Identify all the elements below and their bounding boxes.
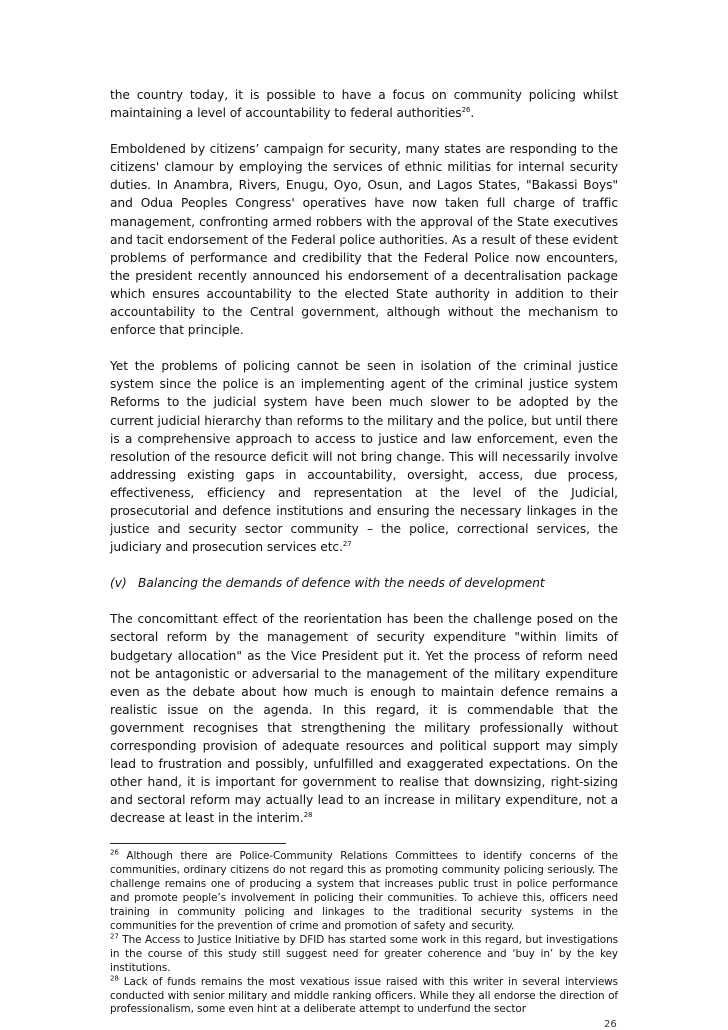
footnote-27 <box>110 934 618 976</box>
paragraph-security-expenditure: The concomittant effect of the reorientation has been the challenge posed on the sectoral reform by the management of security expenditure "within limits of budgetary allocation" as the Vice President put it. Yet the process of reform need not be antagonistic or adversarial to the management of the military expenditure even as the debate about how much is enough to maintain defence remains a realistic issue on the agenda. In this regard, it is commendable that the government recognises that strengthening the military professionally without corresponding provision of adequate resources and political support may simply lead to frustration and possibly, unfulfilled and exaggerated expectations. On the other hand, it is important for government to realise that downsizing, right-sizing and sectoral reform may actually lead to an increase in military expenditure, not a decrease at least in the interim.$^{28}$ <box>110 612 618 826</box>
footnote-text: The Access to Justice Initiative by DFID has started some work in this regard, but investigations in the course of this study still suggest need for greater coherence and ‘buy in’ by the key institutions. <box>110 933 618 974</box>
paragraph-criminal-justice: Yet the problems of policing cannot be seen in isolation of the criminal justice system since the police is an implementing agent of the criminal justice system Reforms to the judicial system have been much slower to be adopted by the current judicial hierarchy than reforms to the military and the police, but until there is a comprehensive approach to access to justice and law enforcement, even the resolution of the resource deficit will not bring change. This will necessarily involve addressing existing gaps in accountability, oversight, access, due process, effectiveness, efficiency and representation at the level of the Judicial, prosecutorial and defence institutions and ensuring the necessary linkages in the justice and security sector community – the police, correctional services, the judiciary and prosecution services etc.$^{27}$ <box>110 359 618 555</box>
footnote-26 <box>110 850 618 933</box>
footnote-number: 26 <box>110 849 119 857</box>
page-number: 26 <box>604 1019 617 1030</box>
footnote-ref-26: 26 <box>461 106 471 115</box>
section-title: Balancing the demands of defence with the needs of development <box>138 576 545 591</box>
footnote-ref-28: 28 <box>303 811 313 820</box>
footnote-text: Although there are Police-Community Relations Committees to identify concerns of the communities, ordinary citizens do not regard this as promoting community policing seriously. The challenge remains one of producing a system that increases public trust in police performance and promote people’s involvement in policing their communities. To achieve this, officers need training in community policing and linkages to the traditional security systems in the communities for the prevention of crime and promotion of safety and security. <box>110 850 618 932</box>
footnote-number: 27 <box>110 932 119 941</box>
footnote-number: 28 <box>110 974 119 983</box>
footnote-28 <box>110 976 618 1018</box>
paragraph-ethnic-militias: Emboldened by citizens’ campaign for security, many states are responding to the citizens' clamour by employing the services of ethnic militias for internal security duties. In Anambra, Rivers, Enugu, Oyo, Osun, and Lagos States, "Bakassi Boys" and Odua Peoples Congress' operatives have now taken full charge of traffic management, confronting armed robbers with the approval of the State executives and tacit endorsement of the Federal police authorities. As a result of these evident problems of performance and credibility that the Federal Police now encounters, the president recently announced his endorsement of a decentralisation package which ensures accountability to the elected State authority in addition to their accountability to the Central government, although without the mechanism to enforce that principle. <box>110 142 618 338</box>
footnote-ref-27: 27 <box>342 540 352 549</box>
footnote-text: Lack of funds remains the most vexatious issue raised with this writer in several interviews conducted with senior military and middle ranking officers. While they all endorse the direction of professionalism, some even hint at a deliberate attempt to underfund the sector <box>110 975 618 1016</box>
footnote-separator <box>110 843 286 844</box>
document-page <box>110 86 618 1017</box>
paragraph-community-policing: the country today, it is possible to have a focus on community policing whilst maintaining a level of accountability to federal authorities$^{26}$. <box>110 88 618 121</box>
section-number: (v) <box>110 576 127 591</box>
section-heading <box>110 574 618 592</box>
